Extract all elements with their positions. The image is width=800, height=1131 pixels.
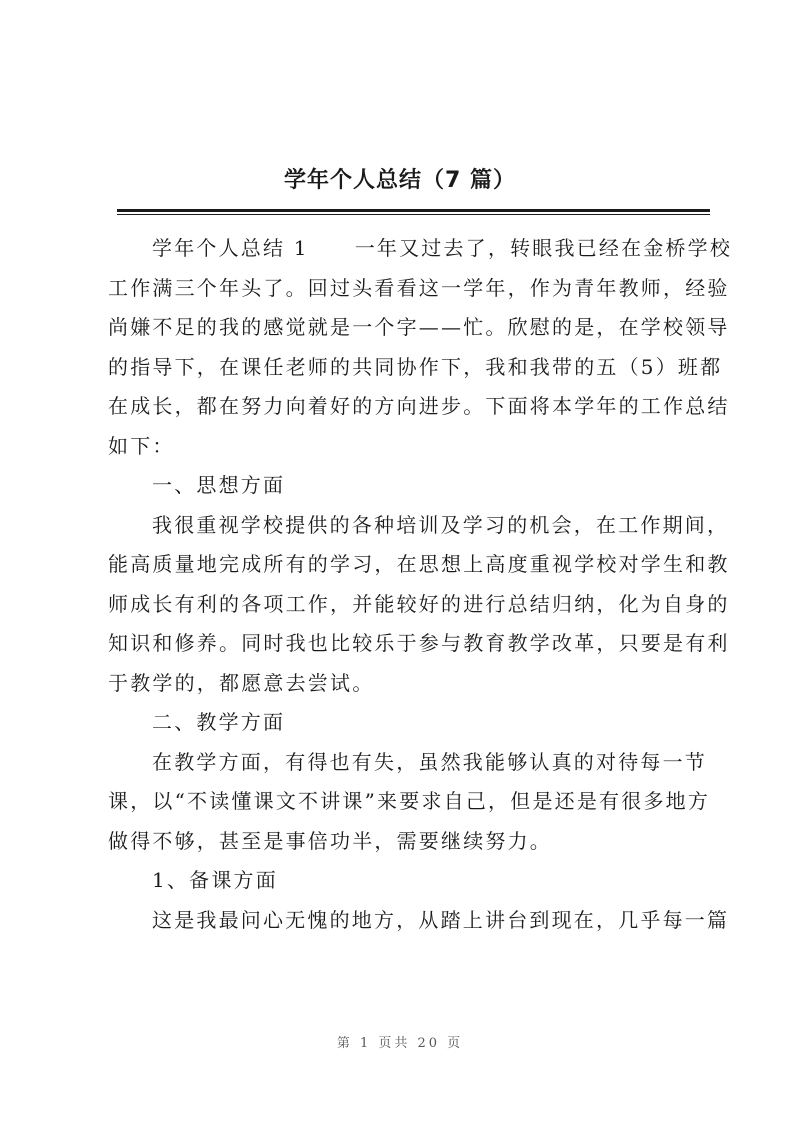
paragraph-line: 我很重视学校提供的各种培训及学习的机会，在工作期间， <box>152 512 730 537</box>
document-body <box>108 229 733 940</box>
paragraph-line: 课，以“不读懂课文不讲课”来要求自己，但是还是有很多地方 <box>108 789 711 813</box>
paragraph-line <box>108 229 733 269</box>
paragraph-line: 做得不够，甚至是事倍功半，需要继续努力。 <box>108 828 552 853</box>
section-heading: 一、思想方面 <box>152 473 286 497</box>
paragraph-line: 这是我最问心无愧的地方，从踏上讲台到现在，几乎每一篇 <box>152 907 730 932</box>
page-footer: 第 1 页共 20 页 <box>336 1036 464 1051</box>
paragraph-line: 在教学方面，有得也有失，虽然我能够认真的对待每一节 <box>152 749 707 774</box>
title-divider-thick <box>117 209 710 212</box>
paragraph-line: 知识和修养。同时我也比较乐于参与教育教学改革，只要是有利 <box>108 631 730 655</box>
section-heading: 1、备课方面 <box>152 868 278 892</box>
title-divider-thin <box>117 214 710 215</box>
section-heading: 二、教学方面 <box>152 710 286 734</box>
line-text: 一年又过去了，转眼我已经在金桥学校 <box>354 236 733 260</box>
intro-label: 学年个人总结 1 <box>152 236 309 260</box>
paragraph-line: 工作满三个年头了。回过头看看这一学年，作为青年教师，经验 <box>108 275 730 300</box>
document-title: 学年个人总结（7 篇） <box>284 168 516 193</box>
paragraph-line: 在成长，都在努力向着好的方向进步。下面将本学年的工作总结 <box>108 394 730 418</box>
paragraph-line: 的指导下，在课任老师的共同协作下，我和我带的五（5）班都 <box>108 354 723 379</box>
paragraph-line: 如下： <box>108 433 175 458</box>
paragraph-line: 能高质量地完成所有的学习，在思想上高度重视学校对学生和教 <box>108 552 730 576</box>
paragraph-line: 于教学的，都愿意去尝试。 <box>108 670 375 695</box>
paragraph-line: 尚嫌不足的我的感觉就是一个字——忙。欣慰的是，在学校领导 <box>108 315 730 339</box>
paragraph-line: 师成长有利的各项工作，并能较好的进行总结归纳，化为自身的 <box>108 591 730 616</box>
